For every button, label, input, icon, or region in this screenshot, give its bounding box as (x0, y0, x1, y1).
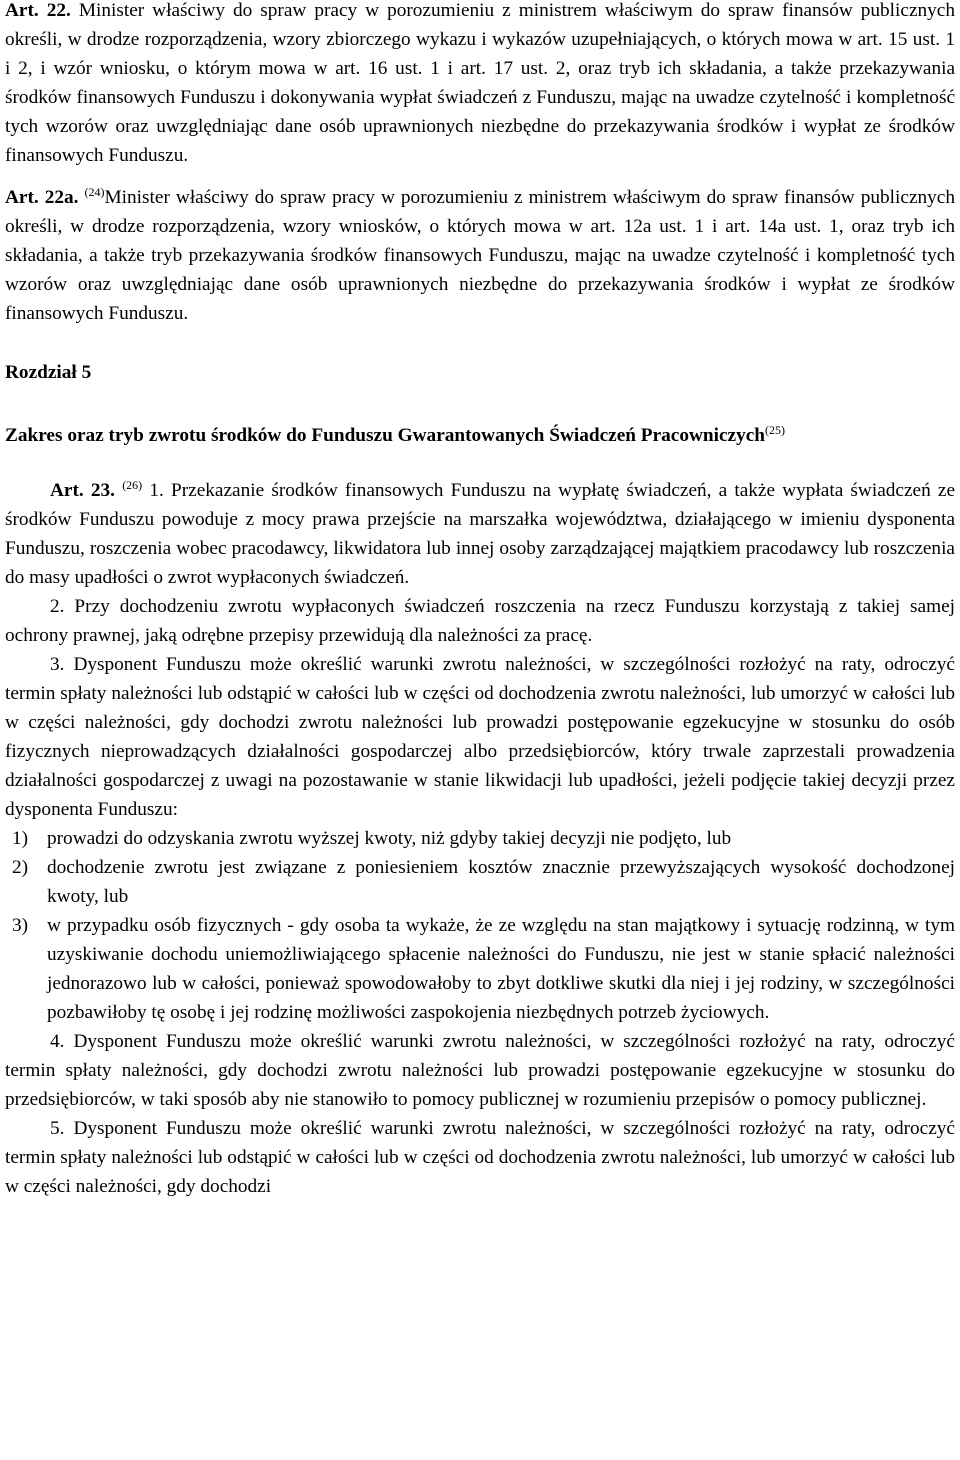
article-23-ust-1 (5, 476, 955, 592)
footnote-ref-24[interactable]: (24) (84, 185, 105, 199)
article-23-ust-3 (5, 650, 955, 824)
article-23-ust-3-num: 3. (50, 654, 65, 675)
point-number: 1) (12, 828, 29, 849)
article-23-ust-4 (5, 1027, 955, 1114)
article-23-ust-1-text: Przekazanie środków finansowych Funduszu na wypłatę świadczeń, a także wypłata świadczeń ze środków Funduszu powoduje z mocy prawa przejście na marszałka województwa, działającego w imieniu dysponenta Funduszu, roszczenia wobec pracodawcy, likwidatora lub innej osoby zarządzającej majątkiem pracodawcy lub roszczenia do masy upadłości o zwrot wypłaconych świadczeń. (5, 480, 956, 588)
article-22a (5, 183, 955, 328)
article-22 (5, 0, 955, 170)
article-23-ust-2-text: Przy dochodzeniu zwrotu wypłaconych świadczeń roszczenia na rzecz Funduszu korzystają z takiej samej ochrony prawnej, jaką odrębne przepisy przewidują dla należności za pracę. (5, 596, 956, 646)
list-item (5, 853, 955, 911)
article-22-text: Minister właściwy do spraw pracy w porozumieniu z ministrem właściwym do spraw finansów publicznych określi, w drodze rozporządzenia, wzory zbiorczego wykazu i wykazów uzupełniających, o których mowa w art. 15 ust. 1 i 2, i wzór wniosku, o którym mowa w art. 16 ust. 1 i art. 17 ust. 2, oraz tryb ich składania, a także przekazywania środków finansowych Funduszu i dokonywania wypłat świadczeń z Funduszu, mając na uwadze czytelność i kompletność tych wzorów oraz uwzględniając dane osób uprawnionych niezbędne do przekazywania środków i wypłat ze środków finansowych Funduszu. (5, 0, 955, 166)
article-23-ust-4-text: Dysponent Funduszu może określić warunki zwrotu należności, w szczególności rozłożyć na raty, odroczyć termin spłaty należności, gdy dochodzi zwrotu należności lub prowadzi postępowanie egzekucyjne w stosunku do przedsiębiorców, w taki sposób aby nie stanowiło to pomocy publicznej w rozumieniu przepisów o pomocy publicznej. (5, 1031, 955, 1110)
article-22a-text: Minister właściwy do spraw pracy w porozumieniu z ministrem właściwym do spraw finansów publicznych określi, w drodze rozporządzenia, wzory wniosków, o których mowa w art. 12a ust. 1 i art. 14a ust. 1, oraz tryb ich składania, a także tryb przekazywania środków finansowych Funduszu, mając na uwadze czytelność i kompletność tych wzorów oraz uwzględniając dane osób uprawnionych niezbędne do przekazywania środków i wypłat ze środków finansowych Funduszu. (5, 187, 955, 324)
footnote-ref-26[interactable]: (26) (122, 478, 143, 492)
article-23-ust-3-points (5, 824, 955, 1027)
article-23-ust-2-num: 2. (50, 596, 65, 617)
article-23-ust-5-text: Dysponent Funduszu może określić warunki zwrotu należności, w szczególności rozłożyć na raty, odroczyć termin spłaty należności lub odstąpić w całości lub w części od dochodzenia zwrotu należności, lub umorzyć w całości lub w części należności, gdy dochodzi (5, 1118, 955, 1197)
point-text: w przypadku osób fizycznych - gdy osoba ta wykaże, że ze względu na stan majątkowy i sytuację rodzinną, w tym uzyskiwanie dochodu uniemożliwiającego spłacenie należności do Funduszu, nie jest w stanie spłacić należności jednorazowo lub w całości, ponieważ spowodowałoby to zbyt dotkliwe skutki dla niej i jej rodziny, w szczególności pozbawiłoby tę osobę i jej rodzinę możliwości zaspokojenia niezbędnych potrzeb życiowych. (47, 915, 955, 1023)
list-item (5, 911, 955, 1027)
point-text: prowadzi do odzyskania zwrotu wyższej kwoty, niż gdyby takiej decyzji nie podjęto, lub (47, 828, 732, 849)
document-page (5, 0, 955, 1201)
list-item (5, 824, 955, 853)
article-23-ust-5-num: 5. (50, 1118, 65, 1139)
point-number: 3) (12, 915, 29, 936)
footnote-ref-25[interactable]: (25) (765, 423, 786, 437)
article-23-label: Art. 23. (50, 480, 115, 501)
article-23-ust-3-text: Dysponent Funduszu może określić warunki zwrotu należności, w szczególności rozłożyć na raty, odroczyć termin spłaty należności lub odstąpić w całości lub w części od dochodzenia zwrotu należności, lub umorzyć w całości lub w części należności, gdy dochodzi zwrotu należności lub prowadzi postępowanie egzekucyjne w stosunku do osób fizycznych nieprowadzących działalności gospodarczej albo przedsiębiorców, który trwale zaprzestali prowadzenia działalności gospodarczej z uwagi na pozostawanie w stanie likwidacji lub upadłości, jeżeli podjęcie takiej decyzji przez dysponenta Funduszu: (5, 654, 955, 820)
chapter-title (5, 421, 955, 450)
article-23-ust-5 (5, 1114, 955, 1201)
article-22a-label: Art. 22a. (5, 187, 79, 208)
chapter-label: Rozdział 5 (5, 362, 92, 383)
point-number: 2) (12, 857, 29, 878)
article-22-label: Art. 22. (5, 0, 71, 21)
chapter-title-text: Zakres oraz tryb zwrotu środków do Funduszu Gwarantowanych Świadczeń Pracowniczych (5, 425, 766, 446)
article-23-ust-4-num: 4. (50, 1031, 65, 1052)
point-text: dochodzenie zwrotu jest związane z poniesieniem kosztów znacznie przewyższających wysokość dochodzonej kwoty, lub (47, 857, 955, 907)
article-23-ust-2 (5, 592, 955, 650)
article-23-ust-1-num: 1. (149, 480, 164, 501)
